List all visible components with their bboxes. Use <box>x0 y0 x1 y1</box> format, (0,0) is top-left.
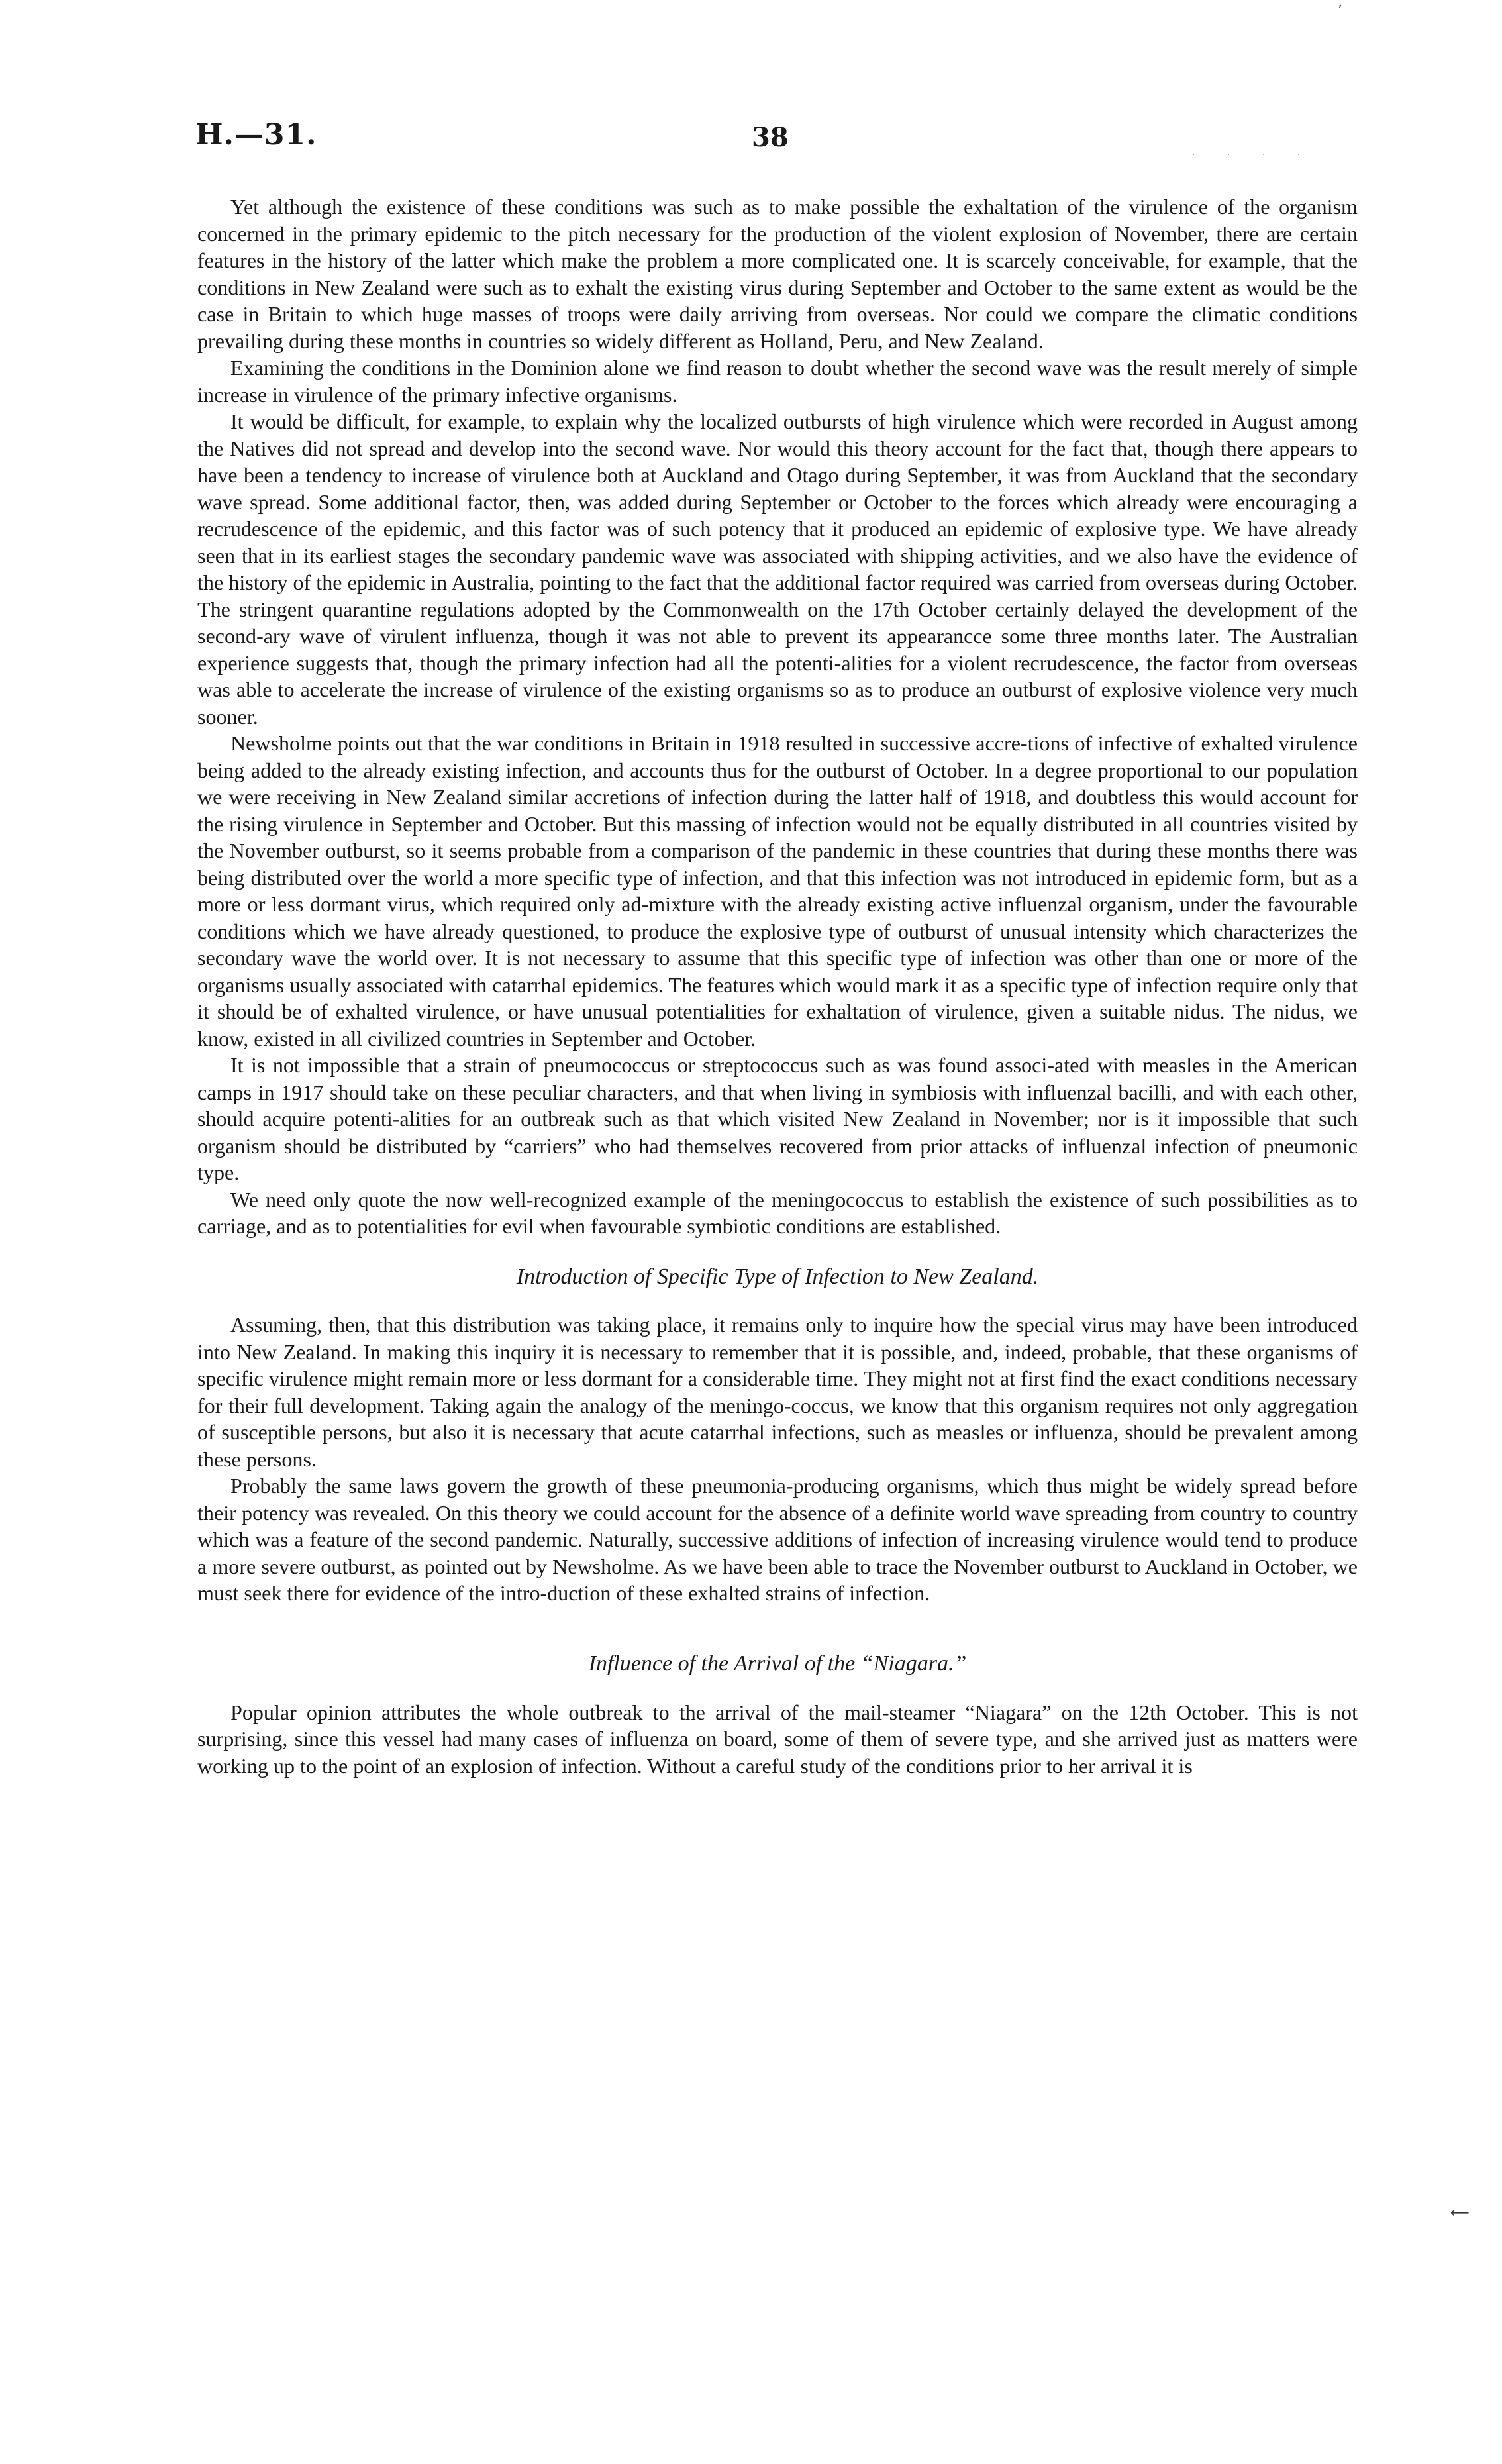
page-header <box>195 118 1348 171</box>
paragraph: Newsholme points out that the war conditions in Britain in 1918 resulted in successive accre-tions of infective of exhalted virulence being added to the already existing infection, and accounts thus for the outburst of October. In a degree proportional to our population we were receiving in New Zealand similar accretions of infection during the latter half of 1918, and doubtless this would account for the rising virulence in September and October. But this massing of infection would not be equally distributed in all countries visited by the November outburst, so it seems probable from a comparison of the pandemic in these countries that during these months there was being distributed over the world a more specific type of infection, and that this infection was not introduced in epidemic form, but as a more or less dormant virus, which required only ad-mixture with the already existing active influenzal organism, under the favourable conditions which we have already questioned, to produce the explosive type of outburst of unusual intensity which characterizes the secondary wave the world over. It is not necessary to assume that this specific type of infection was other than one or more of the organisms usually associated with catarrhal epidemics. The features which would mark it as a specific type of infection require only that it should be of exhalted virulence, or have unusual potentialities for exhaltation of virulence, given a suitable nidus. The nidus, we know, existed in all civilized countries in September and October. <box>197 731 1358 1051</box>
paragraph: Yet although the existence of these conditions was such as to make possible the exhaltation of the virulence of the organism concerned in the primary epidemic to the pitch necessary for the production of the violent explosion of November, there are certain features in the history of the latter which make the problem a more complicated one. It is scarcely conceivable, for example, that the conditions in New Zealand were such as to exhalt the existing virus during September and October to the same extent as would be the case in Britain to which huge masses of troops were daily arriving from overseas. Nor could we compare the climatic conditions prevailing during these months in countries so widely different as Holland, Peru, and New Zealand. <box>197 195 1358 353</box>
paragraph: Probably the same laws govern the growth of these pneumonia-producing organisms, which thus might be widely spread before their potency was revealed. On this theory we could account for the absence of a definite world wave spreading from country to country which was a feature of the second pandemic. Naturally, successive additions of infection of increasing virulence would tend to produce a more severe outburst, as pointed out by Newsholme. As we have been able to trace the November outburst to Auckland in October, we must seek there for evidence of the intro-duction of these exhalted strains of infection. <box>197 1474 1358 1606</box>
paragraph: Popular opinion attributes the whole outbreak to the arrival of the mail-steamer “Niagara” on the 12th October. This is not surprising, since this vessel had many cases of influenza on board, some of them of severe type, and she arrived just as matters were working up to the point of an explosion of infection. Without a careful study of the conditions prior to her arrival it is <box>197 1700 1358 1778</box>
paragraph: Assuming, then, that this distribution was taking place, it remains only to inquire how the special virus may have been introduced into New Zealand. In making this inquiry it is necessary to remember that it is possible, and, indeed, probable, that these organisms of specific virulence might remain more or less dormant for a considerable time. They might not at first find the exact conditions necessary for their full development. Taking again the analogy of the meningo-coccus, we know that this organism requires not only aggregation of susceptible persons, but also it is necessary that acute catarrhal infections, such as measles or influenza, should be prevalent among these persons. <box>197 1313 1358 1471</box>
paragraph: Examining the conditions in the Dominion alone we find reason to doubt whether the second wave was the result merely of simple increase in virulence of the primary infective organisms. <box>197 356 1358 407</box>
scan-tick-mark: ʼ <box>1338 3 1342 19</box>
paragraph: We need only quote the now well-recognized example of the meningococcus to establish the existence of such possibilities as to carriage, and as to potentialities for evil when favourable symbiotic conditions are established. <box>197 1187 1358 1238</box>
document-reference: H.—31. <box>195 118 317 152</box>
scan-corner-mark: ⟵ <box>1450 2204 1470 2220</box>
paragraph: It is not impossible that a strain of pneumococcus or streptococcus such as was found associ-ated with measles in the American camps in 1917 should take on these peculiar characters, and that when living in symbiosis with influenzal bacilli, and with each other, should acquire potenti-alities for an outbreak such as that which visited New Zealand in November; nor is it impossible that such organism should be distributed by “carriers” who had themselves recovered from prior attacks of influenzal infection of pneumonic type. <box>197 1053 1358 1184</box>
paragraph: It would be difficult, for example, to explain why the localized outbursts of high virulence which were recorded in August among the Natives did not spread and develop into the second wave. Nor would this theory account for the fact that, though there appears to have been a tendency to increase of virulence both at Auckland and Otago during September, it was from Auckland that the secondary wave spread. Some additional factor, then, was added during September or October to the forces which already were encouraging a recrudescence of the epidemic, and this factor was of such potency that it produced an epidemic of explosive type. We have already seen that in its earliest stages the secondary pandemic wave was associated with shipping activities, and we also have the evidence of the history of the epidemic in Australia, pointing to the fact that the additional factor required was carried from overseas during October. The stringent quarantine regulations adopted by the Commonwealth on the 17th October certainly delayed the development of the second-ary wave of virulent influenza, though it was not able to prevent its appearancce some three months later. The Australian experience suggests that, though the primary infection had all the potenti-alities for a violent recrudescence, the factor from overseas was able to accelerate the increase of virulence of the existing organisms so as to produce an outburst of explosive violence very much sooner. <box>197 409 1358 729</box>
scan-dots: · · · · <box>1192 150 1315 160</box>
section-heading-niagara: Influence of the Arrival of the “Niagara.” <box>588 1651 967 1676</box>
page-number: 38 <box>752 122 789 153</box>
body-text <box>197 193 1358 1779</box>
section-heading-introduction: Introduction of Specific Type of Infection to New Zealand. <box>516 1264 1039 1289</box>
